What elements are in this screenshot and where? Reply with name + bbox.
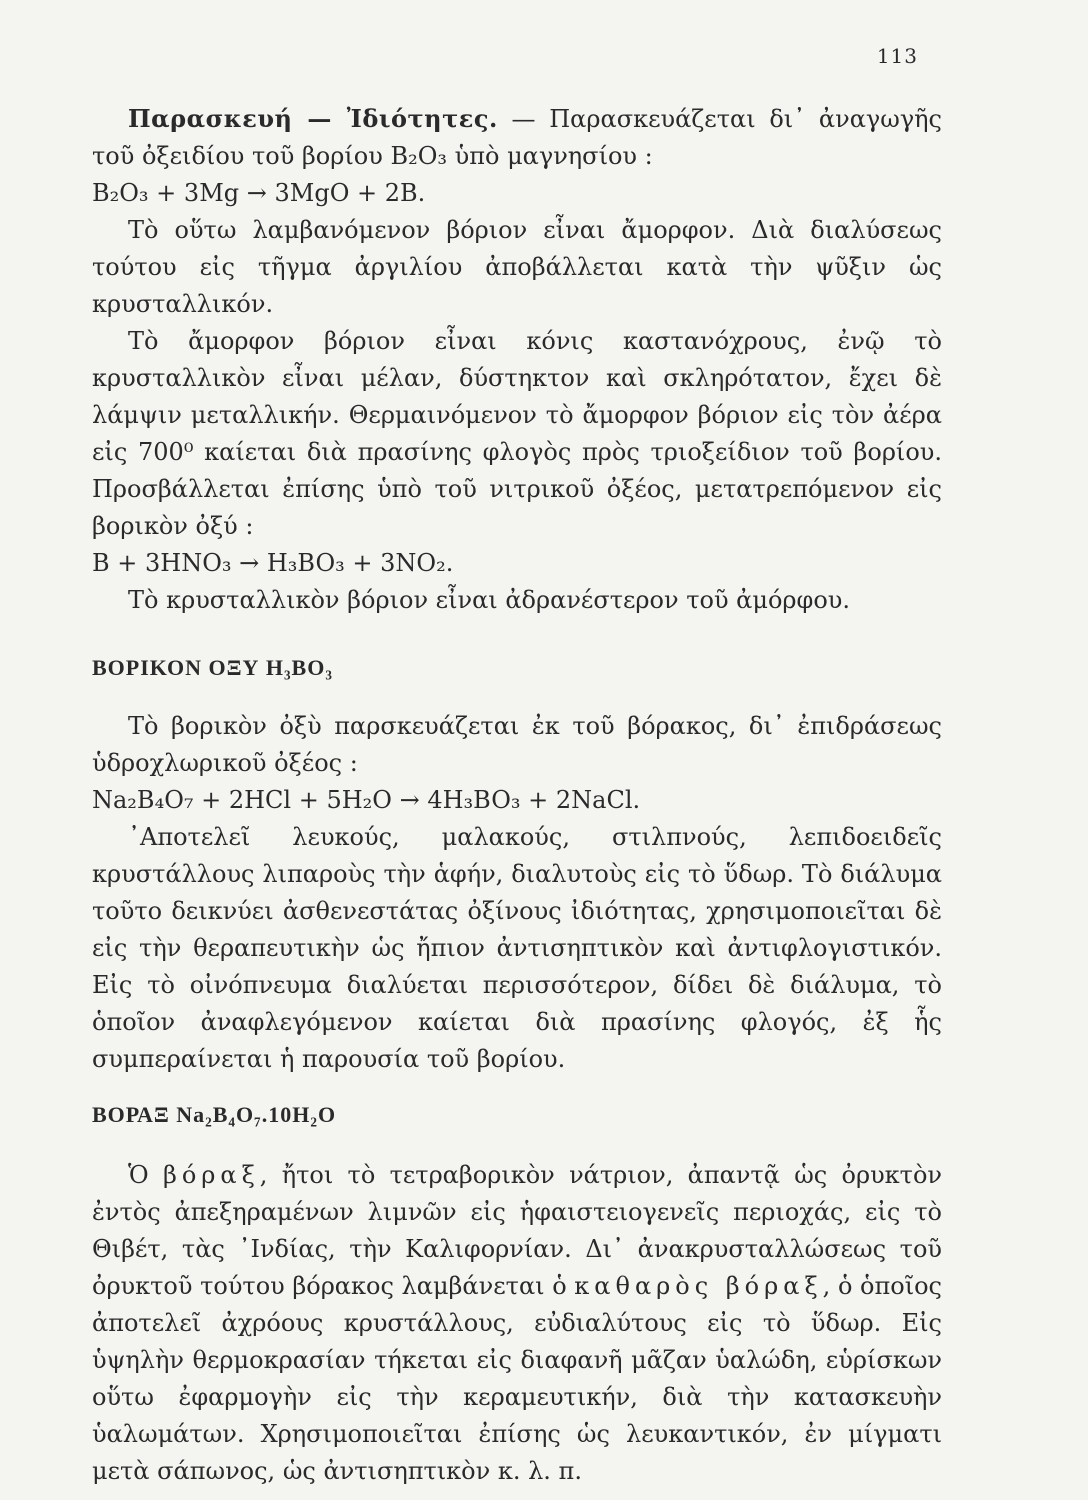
paragraph-crystalline-boron: Τὸ κρυσταλλικὸν βόριον εἶναι ἀδρανέστερον τοῦ ἀμόρφου. (128, 586, 850, 614)
paragraph-borax (92, 1157, 942, 1490)
borax-text-2: , ἤτοι τὸ τετραβορικὸν νάτριον, ἀπαντᾷ ὡς ὀρυκτὸν ἐντὸς ἀπεξηραμένων λιμνῶν εἰς ἡφαιστειογενεῖς περιοχάς, εἰς τὸ Θιβέτ, τὰς ᾿Ινδίας, τὴν Καλιφορνίαν. Δι᾿ ἀνακρυσταλλώσεως τοῦ ὀρυκτοῦ τούτου βόρακος λαμβάνεται ὁ (92, 1161, 942, 1300)
pure-borax-term: καθαρὸς βόραξ (574, 1272, 823, 1300)
borax-text-1: Ὁ (128, 1161, 163, 1189)
paragraph-amorphous-boron: Τὸ οὕτω λαμβανόμενον βόριον εἶναι ἄμορφον. Διὰ διαλύσεως τούτου εἰς τῆγμα ἀργιλίου ἀποβάλλεται κατὰ τὴν ψῦξιν ὡς κρυσταλλικόν. (92, 216, 942, 318)
paragraph-preparation (92, 100, 942, 175)
section-title-borax: ΒΟΡΑΞ Na₂B₄O₇.10H₂O (92, 1102, 337, 1127)
equation-boron-reduction: B₂O₃ + 3Mg → 3MgO + 2B. (92, 179, 426, 207)
section-title-boric-acid: ΒΟΡΙΚΟΝ ΟΞΥ H₃BO₃ (92, 655, 333, 680)
paragraph-boric-acid-prep: Τὸ βορικὸν ὀξὺ παρσκευάζεται ἐκ τοῦ βόρακος, δι᾿ ἐπιδράσεως ὑδροχλωρικοῦ ὀξέος : (92, 712, 942, 777)
equation-nitric-acid: B + 3HNO₃ → H₃BO₃ + 3NO₂. (92, 549, 454, 577)
page-body (92, 100, 942, 1490)
page-number: 113 (876, 44, 918, 68)
paragraph-boron-properties: Τὸ ἄμορφον βόριον εἶναι κόνις καστανόχρους, ἐνῷ τὸ κρυσταλλικὸν εἶναι μέλαν, δύστηκτον καὶ σκληρότατον, ἔχει δὲ λάμψιν μεταλλικήν. Θερμαινόμενον τὸ ἄμορφον βόριον εἰς τὸν ἀέρα εἰς 700⁰ καίεται διὰ πρασίνης φλογὸς πρὸς τριοξείδιον τοῦ βορίου. Προσβάλλεται ἐπίσης ὑπὸ τοῦ νιτρικοῦ ὀξέος, μετατρεπόμενον εἰς βορικὸν ὀξύ : (92, 327, 942, 540)
preparation-text: — Παρασκευάζεται δι᾿ ἀναγωγῆς τοῦ ὀξειδίου τοῦ βορίου B₂O₃ ὑπὸ μαγνησίου : (92, 105, 942, 170)
paragraph-boric-acid-properties: ᾿Αποτελεῖ λευκούς, μαλακούς, στιλπνούς, λεπιδοειδεῖς κρυστάλλους λιπαροὺς τὴν ἁφήν, διαλυτοὺς εἰς τὸ ὕδωρ. Τὸ διάλυμα τοῦτο δεικνύει ἀσθενεστάτας ὀξίνους ἰδιότητας, χρησιμοποιεῖται δὲ εἰς τὴν θεραπευτικὴν ὡς ἤπιον ἀντισηπτικὸν καὶ ἀντιφλογιστικόν. Εἰς τὸ οἰνόπνευμα διαλύεται περισσότερον, δίδει δὲ διάλυμα, τὸ ὁποῖον ἀναφλεγόμενον καίεται διὰ πρασίνης φλογός, ἐξ ἧς συμπεραίνεται ἡ παρουσία τοῦ βορίου. (92, 823, 942, 1073)
equation-borax-hcl: Na₂B₄O₇ + 2HCl + 5H₂O → 4H₃BO₃ + 2NaCl. (92, 786, 641, 814)
preparation-heading: Παρασκευή — Ἰδιότητες. (128, 104, 498, 133)
borax-text-3: , ὁ ὁποῖος ἀποτελεῖ ἀχρόους κρυστάλλους, εὐδιαλύτους εἰς τὸ ὕδωρ. Εἰς ὑψηλὴν θερμοκρασίαν τήκεται εἰς διαφανῆ μᾶζαν ὑαλώδη, εὑρίσκων οὕτω ἐφαρμογὴν εἰς τὴν κεραμευτικήν, διὰ τὴν κατασκευὴν ὑαλωμάτων. Χρησιμοποιεῖται ἐπίσης ὡς λευκαντικόν, ἐν μίγματι μετὰ σάπωνος, ὡς ἀντισηπτικὸν κ. λ. π. (92, 1272, 942, 1485)
borax-term: βόραξ (162, 1161, 260, 1189)
